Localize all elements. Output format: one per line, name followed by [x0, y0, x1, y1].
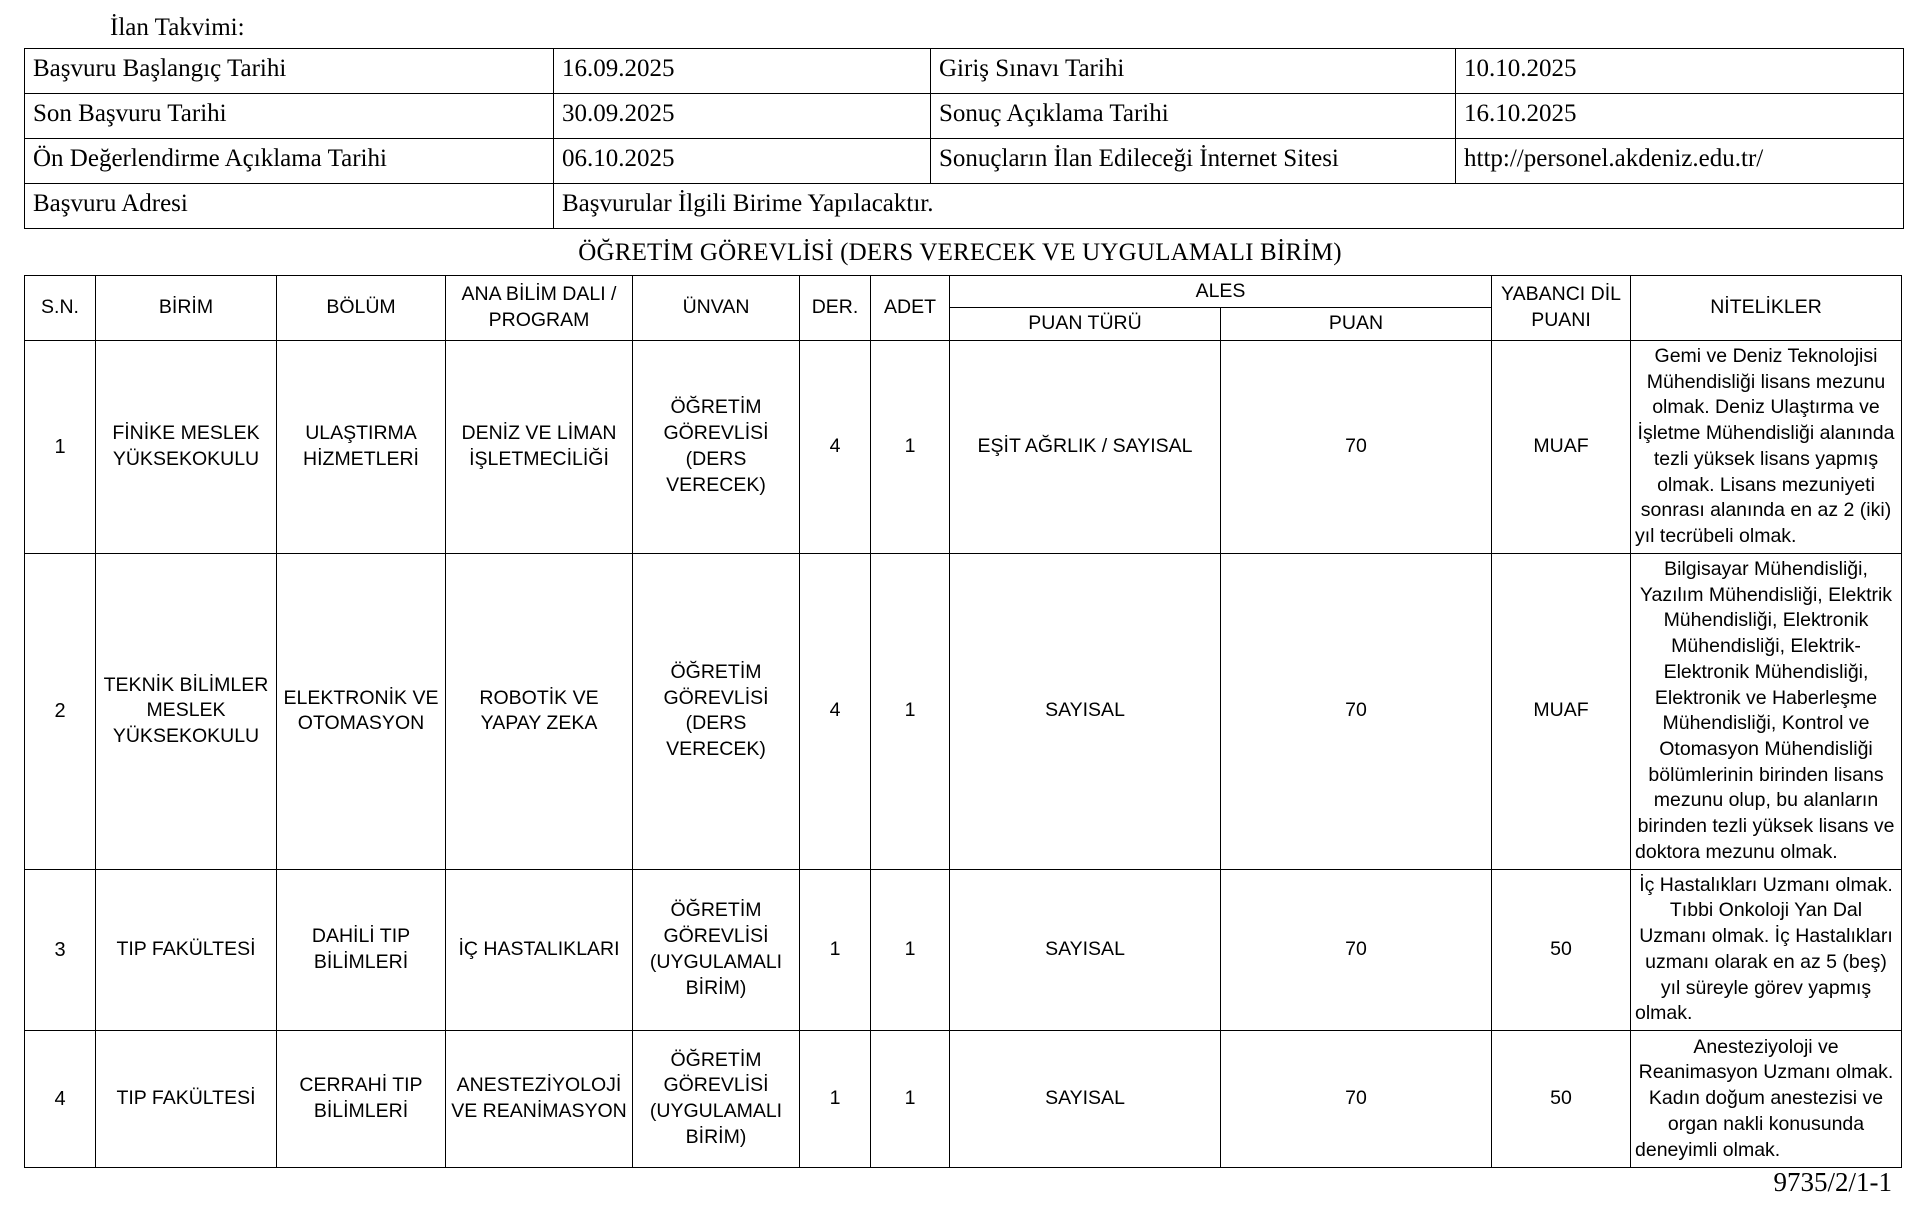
header-ales-puan-turu: PUAN TÜRÜ — [950, 308, 1221, 341]
cell-adet: 1 — [871, 340, 950, 553]
cell-bolum: CERRAHİ TIP BİLİMLERİ — [277, 1031, 446, 1168]
cell-unvan: ÖĞRETİM GÖREVLİSİ (DERS VERECEK) — [633, 553, 800, 869]
header-sn: S.N. — [25, 275, 96, 340]
schedule-value-results-website: http://personel.akdeniz.edu.tr/ — [1456, 138, 1904, 183]
cell-sn: 4 — [25, 1031, 96, 1168]
table-row — [25, 340, 1902, 553]
cell-birim: TIP FAKÜLTESİ — [96, 1031, 277, 1168]
cell-der: 4 — [800, 340, 871, 553]
schedule-title: İlan Takvimi: — [110, 14, 245, 41]
header-nitelikler: NİTELİKLER — [1631, 275, 1902, 340]
schedule-table — [24, 48, 1904, 229]
footer-code: 9735/2/1-1 — [1773, 1167, 1892, 1197]
cell-yabanci-dil-puani: 50 — [1492, 869, 1631, 1030]
cell-yabanci-dil-puani: 50 — [1492, 1031, 1631, 1168]
header-der: DER. — [800, 275, 871, 340]
cell-nitelikler: Bilgisayar Mühendisliği, Yazılım Mühendisliği, Elektrik Mühendisliği, Elektronik Mühendisliği, Elektrik-Elektronik Mühendisliği, Elektronik ve Haberleşme Mühendisliği, Kontrol ve Otomasyon Mühendisliği bölümlerinin birinden lisans mezunu olup, bu alanların birinden tezli yüksek lisans ve doktora mezunu olmak. — [1631, 553, 1902, 869]
cell-sn: 3 — [25, 869, 96, 1030]
table-row — [25, 48, 1904, 93]
cell-bolum: ELEKTRONİK VE OTOMASYON — [277, 553, 446, 869]
cell-ana-bilim-dali: ROBOTİK VE YAPAY ZEKA — [446, 553, 633, 869]
header-ales: ALES — [950, 275, 1492, 308]
table-row — [25, 1031, 1902, 1168]
cell-sn: 2 — [25, 553, 96, 869]
schedule-value-result-date: 16.10.2025 — [1456, 93, 1904, 138]
cell-der: 1 — [800, 1031, 871, 1168]
header-unvan: ÜNVAN — [633, 275, 800, 340]
cell-ales-puan: 70 — [1221, 869, 1492, 1030]
cell-birim: TEKNİK BİLİMLER MESLEK YÜKSEKOKULU — [96, 553, 277, 869]
header-ana-bilim-dali: ANA BİLİM DALI / PROGRAM — [446, 275, 633, 340]
cell-bolum: ULAŞTIRMA HİZMETLERİ — [277, 340, 446, 553]
schedule-value-application-end: 30.09.2025 — [554, 93, 931, 138]
header-adet: ADET — [871, 275, 950, 340]
cell-ales-puan-turu: SAYISAL — [950, 553, 1221, 869]
table-header-row — [25, 275, 1902, 308]
schedule-value-exam-date: 10.10.2025 — [1456, 48, 1904, 93]
cell-adet: 1 — [871, 553, 950, 869]
schedule-value-preevaluation-date: 06.10.2025 — [554, 138, 931, 183]
cell-yabanci-dil-puani: MUAF — [1492, 553, 1631, 869]
schedule-label-application-address: Başvuru Adresi — [25, 183, 554, 228]
header-birim: BİRİM — [96, 275, 277, 340]
schedule-value-application-start: 16.09.2025 — [554, 48, 931, 93]
header-ales-puan: PUAN — [1221, 308, 1492, 341]
cell-adet: 1 — [871, 1031, 950, 1168]
header-bolum: BÖLÜM — [277, 275, 446, 340]
cell-ales-puan-turu: EŞİT AĞRLIK / SAYISAL — [950, 340, 1221, 553]
schedule-label-application-end: Son Başvuru Tarihi — [25, 93, 554, 138]
table-row — [25, 138, 1904, 183]
cell-ales-puan: 70 — [1221, 1031, 1492, 1168]
table-row — [25, 93, 1904, 138]
table-row — [25, 869, 1902, 1030]
cell-nitelikler: Gemi ve Deniz Teknolojisi Mühendisliği lisans mezunu olmak. Deniz Ulaştırma ve İşletme Mühendisliği alanında tezli yüksek lisans yapmış olmak. Lisans mezuniyeti sonrası alanında en az 2 (iki) yıl tecrübeli olmak. — [1631, 340, 1902, 553]
cell-birim: TIP FAKÜLTESİ — [96, 869, 277, 1030]
schedule-label-results-website: Sonuçların İlan Edileceği İnternet Sitesi — [931, 138, 1456, 183]
schedule-label-result-date: Sonuç Açıklama Tarihi — [931, 93, 1456, 138]
cell-unvan: ÖĞRETİM GÖREVLİSİ (DERS VERECEK) — [633, 340, 800, 553]
header-yabanci-dil-puani: YABANCI DİL PUANI — [1492, 275, 1631, 340]
cell-adet: 1 — [871, 869, 950, 1030]
cell-bolum: DAHİLİ TIP BİLİMLERİ — [277, 869, 446, 1030]
schedule-value-application-address: Başvurular İlgili Birime Yapılacaktır. — [554, 183, 1904, 228]
cell-ales-puan: 70 — [1221, 553, 1492, 869]
table-row — [25, 183, 1904, 228]
cell-unvan: ÖĞRETİM GÖREVLİSİ (UYGULAMALI BİRİM) — [633, 1031, 800, 1168]
cell-sn: 1 — [25, 340, 96, 553]
cell-ana-bilim-dali: ANESTEZİYOLOJİ VE REANİMASYON — [446, 1031, 633, 1168]
cell-nitelikler: Anesteziyoloji ve Reanimasyon Uzmanı olmak. Kadın doğum anestezisi ve organ nakli konusunda deneyimli olmak. — [1631, 1031, 1902, 1168]
cell-ales-puan-turu: SAYISAL — [950, 869, 1221, 1030]
cell-unvan: ÖĞRETİM GÖREVLİSİ (UYGULAMALI BİRİM) — [633, 869, 800, 1030]
cell-ales-puan-turu: SAYISAL — [950, 1031, 1221, 1168]
positions-table — [24, 275, 1902, 1169]
table-row — [25, 553, 1902, 869]
page-title: ÖĞRETİM GÖREVLİSİ (DERS VERECEK VE UYGULAMALI BİRİM) — [578, 238, 1342, 266]
cell-ales-puan: 70 — [1221, 340, 1492, 553]
cell-der: 1 — [800, 869, 871, 1030]
cell-yabanci-dil-puani: MUAF — [1492, 340, 1631, 553]
schedule-label-application-start: Başvuru Başlangıç Tarihi — [25, 48, 554, 93]
schedule-label-exam-date: Giriş Sınavı Tarihi — [931, 48, 1456, 93]
cell-nitelikler: İç Hastalıkları Uzmanı olmak. Tıbbi Onkoloji Yan Dal Uzmanı olmak. İç Hastalıkları uzmanı olarak en az 5 (beş) yıl süreyle görev yapmış olmak. — [1631, 869, 1902, 1030]
schedule-label-preevaluation-date: Ön Değerlendirme Açıklama Tarihi — [25, 138, 554, 183]
cell-ana-bilim-dali: İÇ HASTALIKLARI — [446, 869, 633, 1030]
cell-birim: FİNİKE MESLEK YÜKSEKOKULU — [96, 340, 277, 553]
cell-ana-bilim-dali: DENİZ VE LİMAN İŞLETMECİLİĞİ — [446, 340, 633, 553]
cell-der: 4 — [800, 553, 871, 869]
